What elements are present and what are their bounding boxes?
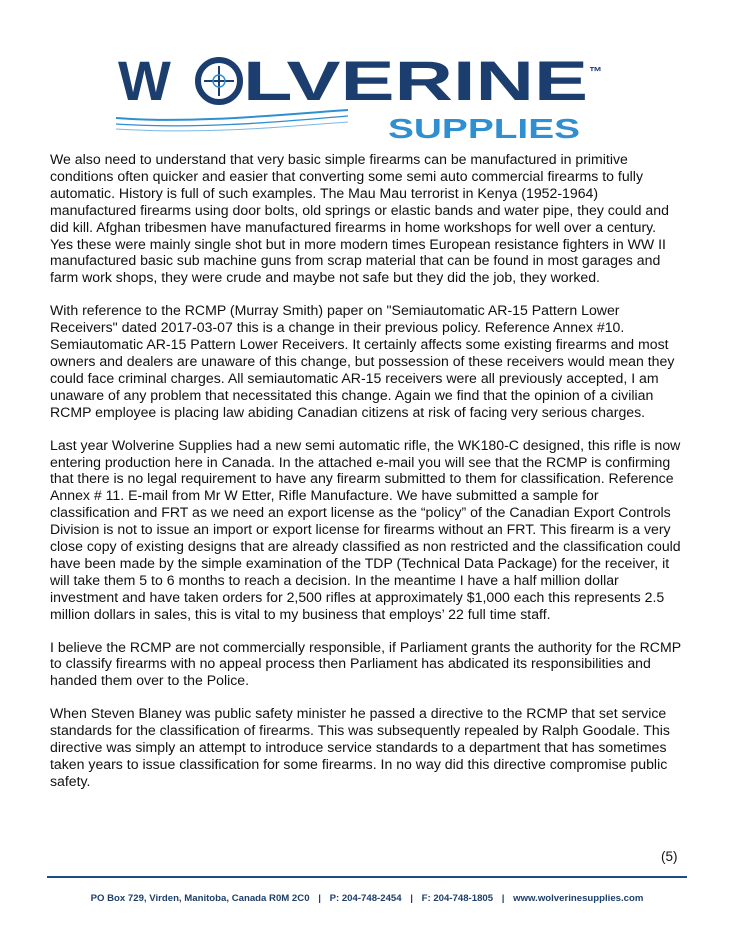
crosshair-icon — [198, 60, 240, 102]
paragraph-wk180c-rifle: Last year Wolverine Supplies had a new semi automatic rifle, the WK180-C designed, this rifle is now entering production here in Canada. In the attached e-mail you will see that the RCMP is confirming that there is no legal requirement to have any firearm submitted to them for classification. Reference Annex # 11. E-mail from Mr W Etter, Rifle Manufacture. We have submitted a sample for classification and FRT as we need an export license as the “policy” of the Canadian Export Controls Division is not to issue an import or export license for firearms without an FRT. This firearm is a very close copy of existing designs that are already classified as non restricted and the classification could have been made by the simple examination of the TDP (Technical Data Package) for the receiver, it will take them 5 to 6 months to reach a decision. In the meantime I have a half million dollar investment and have taken orders for 2,500 rifles at approximately $1,000 each this represents 2.5 million dollars in sales, this is vital to my business that employs’ 22 full time staff. — [50, 436, 681, 622]
footer-divider — [47, 876, 687, 878]
footer-separator: | — [318, 893, 321, 904]
footer-website: www.wolverinesupplies.com — [513, 893, 644, 904]
company-logo — [116, 52, 606, 142]
trademark-symbol: ™ — [589, 64, 602, 79]
paragraph-homemade-firearms: We also need to understand that very basic simple firearms can be manufactured in primitive conditions often quicker and easier that converting some semi auto commercial firearms to fully automatic. History is full of such examples. The Mau Mau terrorist in Kenya (1952-1964) manufactured firearms using door bolts, old springs or elastic bands and water pipe, they could and did kill. Afghan tribesmen have manufactured firearms in home workshops for well over a century. Yes these were mainly single shot but in more modern times European resistance fighters in WW II manufactured basic sub machine guns from scrap material that can be found in most garages and farm work shops, they were crude and maybe not safe but they did the job, they worked. — [50, 151, 669, 286]
footer-phone: P: 204-748-2454 — [329, 893, 402, 904]
wolverine-logo-graphic — [116, 52, 606, 142]
page-footer — [47, 893, 687, 904]
paragraph-rcmp-responsibility: I believe the RCMP are not commercially responsible, if Parliament grants the authority for the RCMP to classify firearms with no appeal process then Parliament has abdicated its responsibilities and handed them over to the Police. — [50, 638, 681, 689]
page-number: (5) — [661, 849, 678, 864]
logo-subtitle: SUPPLIES — [388, 113, 580, 142]
paragraph-service-standards: When Steven Blaney was public safety minister he passed a directive to the RCMP that set service standards for the classification of firearms. This was subsequently repealed by Ralph Goodale. This directive was simply an attempt to introduce service standards to a department that has sometimes taken years to issue classification for some firearms. In no way did this directive compromise public safety. — [50, 705, 670, 789]
logo-swoosh-lines — [116, 110, 348, 131]
footer-fax: F: 204-748-1805 — [421, 893, 494, 904]
logo-word-start: W — [118, 52, 171, 112]
footer-separator: | — [501, 893, 505, 904]
document-body — [50, 151, 682, 806]
footer-separator: | — [410, 893, 413, 904]
paragraph-ar15-receivers: With reference to the RCMP (Murray Smith) paper on "Semiautomatic AR-15 Pattern Lower Receivers" dated 2017-03-07 this is a change in their previous policy. Reference Annex #10. Semiautomatic AR-15 Pattern Lower Receivers. It certainly affects some existing firearms and most owners and dealers are unaware of this change, but possession of these receivers would mean they could face criminal charges. All semiautomatic AR-15 receivers were all previously accepted, I am unaware of any problem that necessitated this change. Again we find that the opinion of a civilian RCMP employee is placing law abiding Canadian citizens at risk of facing very serious charges. — [50, 302, 675, 420]
footer-address: PO Box 729, Virden, Manitoba, Canada R0M 2C0 — [90, 893, 310, 904]
logo-word-end: LVERINE — [243, 52, 588, 112]
